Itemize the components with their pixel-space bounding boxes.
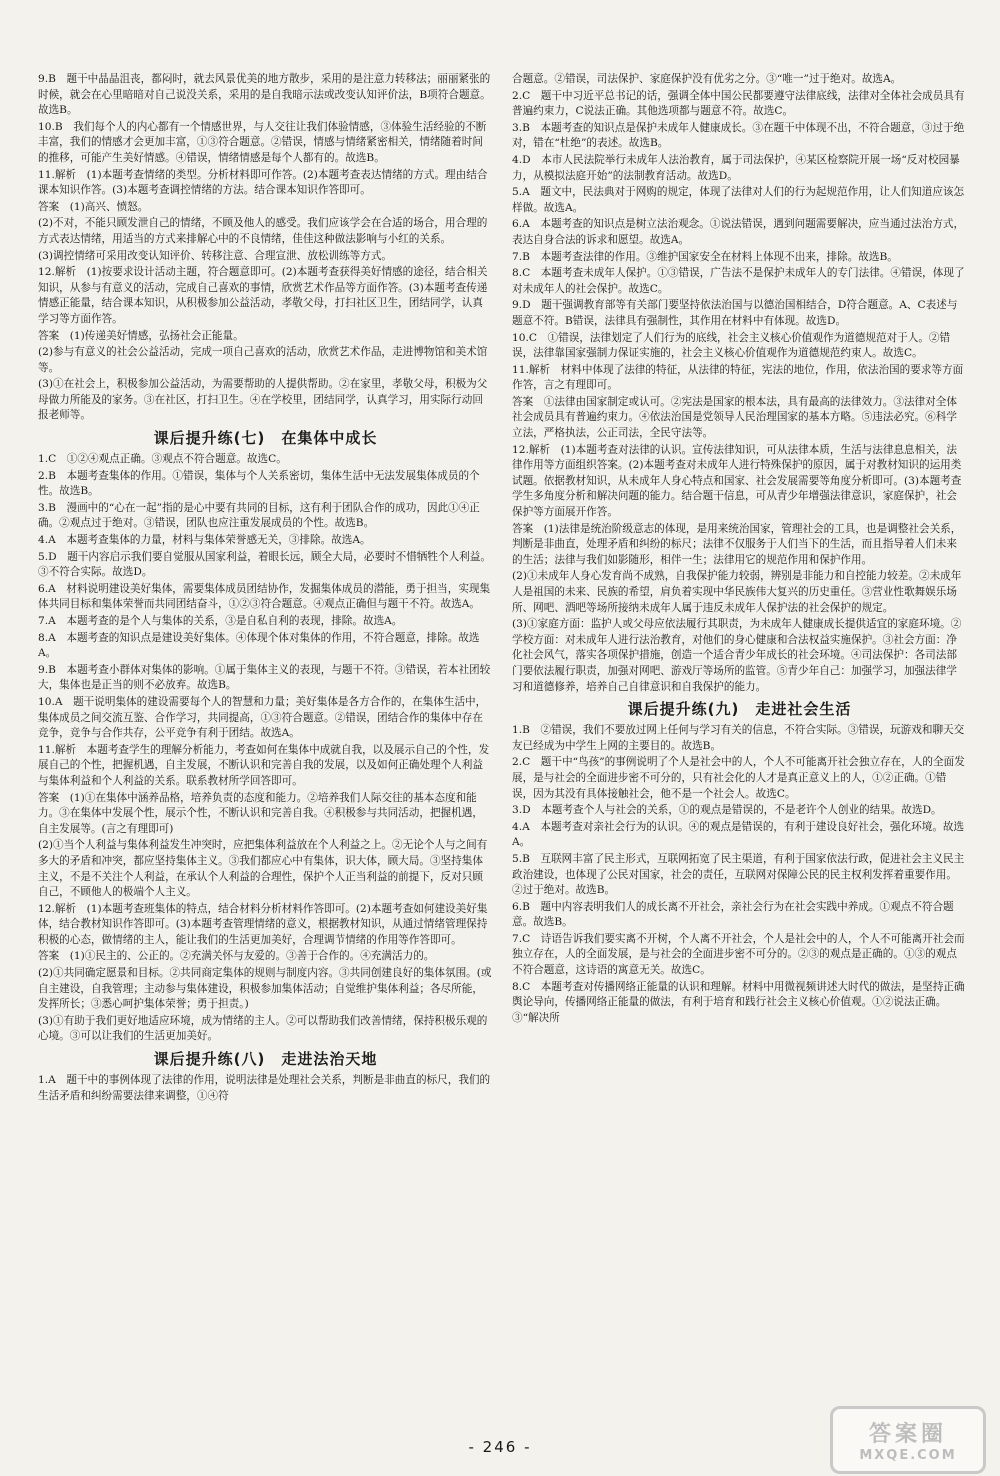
answer-paragraph: 答案 (1)传递美好情感，弘扬社会正能量。 <box>38 329 244 342</box>
answer-paragraph: 4.A 本题考查对亲社会行为的认识。④的观点是错误的，有利于建设良好社会，强化环境。故选A。 <box>512 820 965 849</box>
answer-paragraph: 4.A 本题考查集体的力量，材料与集体荣誉感无关，③排除。故选A。 <box>38 534 371 547</box>
left-column <box>38 72 493 1105</box>
answer-paragraph: 12.解析 (1)按要求设计活动主题，符合题意即可。(2)本题考查获得美好情感的途径，结合相关知识，从参与有意义的活动，完成自己喜欢的事情，欣赏艺术作品等方面作答。(3)本题考查传递情感正能量，结合课本知识，从积极参加公益活动，孝敬父母，打扫社区卫生，团结同学，认真学习等方面作答。 <box>38 266 488 325</box>
answer-paragraph: (2)不对，不能只顾发泄自己的情绪，不顾及他人的感受。我们应该学会在合适的场合，用合理的方式表达情绪，用适当的方式来排解心中的不良情绪，佳佳这种做法影响与小红的关系。 <box>38 217 488 245</box>
answer-paragraph: 5.B 互联网丰富了民主形式，互联网拓宽了民主渠道，有利于国家依法行政，促进社会主义民主政治建设，也体现了公民对国家，社会的责任，互联网对保障公民的民主权利发挥着重要作用。②过于绝对。故选B。 <box>512 852 965 897</box>
section-8-continued-block <box>512 72 967 695</box>
answer-paragraph: 答案 (1)法律是统治阶级意志的体现，是用来统治国家，管理社会的工具，也是调整社会关系，判断是非曲直，处理矛盾和纠纷的标尺；法律不仅服务于人们当下的生活，而且指导着人们未来的生活；法律与我们如影随形，相伴一生；法律用它的规范作用和保护作用。 <box>512 522 962 566</box>
answer-paragraph: 12.解析 (1)本题考查班集体的特点，结合材料分析材料作答即可。(2)本题考查如何建设美好集体，结合教材知识作答即可。(3)本题考查管理情绪的意义，根据教材知识，从通过情绪管理保持积极的心态，做情绪的主人，能让我们的生活更加美好，合理调节情绪的作用等作答即可。 <box>38 902 488 946</box>
answer-paragraph: 11.解析 (1)本题考查情绪的类型。分析材料即可作答。(2)本题考查表达情绪的方式。理由结合课本知识作答。(3)本题考查调控情绪的方法。结合课本知识作答即可。 <box>38 168 488 197</box>
right-column <box>512 72 967 1027</box>
answer-paragraph: 10.C ①错误，法律划定了人们行为的底线，社会主义核心价值观作为道德规范对于人。②错误，法律靠国家强制力保证实施的，社会主义核心价值观作为道德规范约束人。故选C。 <box>512 331 951 360</box>
answer-paragraph: 3.B 漫画中的“心在一起”指的是心中要有共同的目标，这有利于团队合作的成功，因此①④正确。②观点过于绝对。③错误，团队也应注重发展成员的个性。故选B。 <box>38 501 480 530</box>
answer-paragraph: 1.B ②错误，我们不要放过网上任何与学习有关的信息，不符合实际。③错误，玩游戏和聊天交友已经成为中学生上网的主要目的。故选B。 <box>512 724 965 752</box>
answer-paragraph: 1.A 题干中的事例体现了法律的作用，说明法律是处理社会关系，判断是非曲直的标尺，我们的生活矛盾和纠纷需要法律来调整，①④符 <box>38 1074 491 1102</box>
answer-paragraph: 3.B 本题考查的知识点是保护未成年人健康成长。③在题干中体现不出，不符合题意，③过于绝对，错在“杜绝”的表述。故选B。 <box>512 121 965 150</box>
answer-paragraph: 8.A 本题考查的知识点是建设美好集体。④体现个体对集体的作用，不符合题意，排除。故选A。 <box>38 631 480 660</box>
answer-paragraph: 9.D 题干强调教育部等有关部门要坚持依法治国与以德治国相结合，D符合题意。A、C表述与题意不符。B错误，法律具有强制性，其作用在材料中有体现。故选D。 <box>512 299 958 327</box>
answer-paragraph: 1.C ①②④观点正确。③观点不符合题意。故选C。 <box>38 453 287 466</box>
watermark-bottom-text: MXQE.COM <box>859 1448 957 1463</box>
answer-paragraph: 10.B 我们每个人的内心都有一个情感世界，与人交往让我们体验情感，③体验生活经验的不断丰富，我们的情感才会更加丰富，①③符合题意。②错误，情感与情绪紧密相关，情绪随着时间的推移，可能产生美好情感。④错误，情绪情感是每个人都有的。故选B。 <box>38 120 487 164</box>
answer-paragraph: 10.A 题干说明集体的建设需要每个人的智慧和力量；美好集体是各方合作的，在集体生活中，集体成员之间交流互鉴、合作学习，共同提高，①③符合题意。②错误，团结合作的集体中存在竞争，竞争与合作共存，公平竞争有利于团结。故选A。 <box>38 695 487 740</box>
section-title-7: 课后提升练(七) 在集体中成长 <box>153 429 378 448</box>
answer-paragraph: 11.解析 材料中体现了法律的特征，从法律的特征，宪法的地位，作用，依法治国的要求等方面作答，言之有理即可。 <box>512 363 964 392</box>
section-7-block <box>38 452 493 1045</box>
answer-paragraph: 12.解析 (1)本题考查对法律的认识。宣传法律知识，可从法律本质，生活与法律息息相关，法律作用等方面组织答案。(2)本题考查对未成年人进行特殊保护的原因，属于对教材知识的运用类试题。依据教材知识，从未成年人身心特点和国家、社会发展需要等角度分析即可。(3)本题考查学生多角度分析和解决问题的能力。结合题干信息，可从青少年增强法律意识，家庭保护，社会保护等方面展开作答。 <box>512 443 962 519</box>
answer-paragraph: 答案 ①法律由国家制定或认可。②宪法是国家的根本法，具有最高的法律效力。③法律对全体社会成员具有普遍约束力。④依法治国是党领导人民治理国家的基本方略。⑤违法必究。⑥科学立法，严格执法，公正司法，全民守法等。 <box>512 395 957 440</box>
answer-paragraph: 7.A 本题考查的是个人与集体的关系，③是自私自利的表现，排除。故选A。 <box>38 615 403 627</box>
answer-paragraph: 11.解析 本题考查学生的理解分析能力，考查如何在集体中成就自我，以及展示自己的个性，发展自己的个性，把握机遇，自主发展，不断认识和完善自我的发展，以及如何正确处理个人利益与集体利益和个人利益的关系。联系教材所学回答即可。 <box>38 743 490 787</box>
answer-paragraph: 6.A 本题考查的知识点是树立法治观念。①说法错误，遇到问题需要解决，应当通过法治方式，表达自身合法的诉求和愿望。故选A。 <box>512 218 965 246</box>
section-8-block <box>38 1073 493 1104</box>
answer-paragraph: 4.D 本市人民法院举行未成年人法治教育，属于司法保护，④某区检察院开展一场“反对校园暴力，从模拟法庭开始”的法制教育活动。故选D。 <box>512 153 960 182</box>
answer-paragraph: 8.C 本题考查未成年人保护。①③错误，广告法不是保护未成年人的专门法律。④错误，体现了对未成年人的社会保护。故选C。 <box>512 267 965 295</box>
answer-paragraph: (2)参与有意义的社会公益活动，完成一项自己喜欢的活动，欣赏艺术作品，走进博物馆和美术馆等。 <box>38 346 488 374</box>
page-number: - 246 - <box>468 1438 532 1456</box>
answer-paragraph: 答案 (1)①民主的、公正的。②充满关怀与友爱的。③善于合作的。④充满活力的。 <box>38 950 435 963</box>
answer-paragraph: 7.B 本题考查法律的作用。③维护国家安全在材料上体现不出来，排除。故选B。 <box>512 250 898 263</box>
answer-paragraph: (3)调控情绪可采用改变认知评价、转移注意、合理宣泄、放松训练等方式。 <box>38 249 393 262</box>
answer-paragraph: (2)①未成年人身心发育尚不成熟，自我保护能力较弱，辨别是非能力和自控能力较差。②未成年人是祖国的未来、民族的希望，肩负着实现中华民族伟大复兴的历史重任。③营业性歌舞娱乐场所、网吧、酒吧等场所接纳未成年人属于违反未成年人保护法的社会保护的规定。 <box>512 570 962 614</box>
section-9-block <box>512 723 967 1026</box>
answer-paragraph: 3.D 本题考查个人与社会的关系，①的观点是错误的，不是老许个人创业的结果。故选D。 <box>512 804 942 817</box>
answer-paragraph: 9.B 本题考查小群体对集体的影响。①属于集体主义的表现，与题干不符。③错误，若本社团较大，集体也是正当的则不必放弃。故选B。 <box>38 663 491 692</box>
answer-paragraph: 7.C 诗语告诉我们要实离不开树，个人离不开社会，个人是社会中的人，个人不可能离开社会而独立存在，人的全面发展，是与社会的全面进步密不可分的。②③的观点是正确的。①③的观点不符合题意，这诗语的寓意无关。故选C。 <box>512 932 965 977</box>
answer-paragraph: (2)①共同确定愿景和目标。②共同商定集体的规则与制度内容。③共同创建良好的集体氛围。(或自主建设，自我管理；主动参与集体建设，积极参加集体活动；自觉维护集体利益；各尽所能，发挥所长；③悉心呵护集体荣誉；勇于担责。) <box>38 967 492 1011</box>
intro-block <box>38 72 493 424</box>
answer-paragraph: 5.D 题干内容启示我们要自觉服从国家利益，着眼长远，顾全大局，必要时不惜牺牲个人利益。③不符合实际。故选D。 <box>38 550 491 579</box>
answer-paragraph: 6.A 材料说明建设美好集体，需要集体成员团结协作，发掘集体成员的潜能，勇于担当，实现集体共同目标和集体荣誉而共同团结奋斗，①②③符合题意。④观点正确但与题干不符。故选A。 <box>38 582 491 611</box>
answer-paragraph: (3)①家庭方面：监护人或父母应依法履行其职责，为未成年人健康成长提供适宜的家庭环境。②学校方面：对未成年人进行法治教育，对他们的身心健康和合法权益实施保护。③社会方面：净化社会风气，落实各项保护措施，创造一个适合青少年成长的社会环境。④司法保护：各司法部门要依法履行职责，加强对网吧、游戏厅等场所的监管。⑤青少年自己：加强学习，加强法律学习和道德修养，培养自己自律意识和自我保护的能力。 <box>512 618 962 693</box>
answer-paragraph: 5.A 题文中，民法典对于网购的规定，体现了法律对人们的行为起规范作用，让人们知道应该怎样做。故选A。 <box>512 186 965 214</box>
section-title-9: 课后提升练(九) 走进社会生活 <box>627 700 852 719</box>
answer-paragraph: 9.B 题干中晶晶沮丧，都闷时，就去风景优美的地方散步，采用的是注意力转移法；丽丽紧张的时候，就会在心里暗暗对自己说没关系，采用的是自我暗示法或改变认知评价法，B项符合题意。故选B。 <box>38 73 491 117</box>
answer-paragraph: 2.B 本题考查集体的作用。①错误，集体与个人关系密切，集体生活中无法发展集体成员的个性。故选B。 <box>38 469 480 498</box>
answer-paragraph: 答案 (1)①在集体中涵养品格，培养负责的态度和能力。②培养我们人际交往的基本态度和能力。③在集体中发展个性，展示个性，不断认识和完善自我。④积极参与共同活动，把握机遇，自主发展等。(言之有理即可) <box>38 791 483 835</box>
answer-paragraph: (2)①当个人利益与集体利益发生冲突时，应把集体利益放在个人利益之上。②无论个人与之间有多大的矛盾和冲突，都应坚持集体主义。③我们都应心中有集体，识大体，顾大局。③坚持集体主义，不是不关注个人利益，在承认个人利益的合理性，保护个人正当利益的前提下，反对只顾自己，不顾他人的极端个人主义。 <box>38 839 488 899</box>
answer-paragraph: 2.C 题干中习近平总书记的话，强调全体中国公民都要遵守法律底线，法律对全体社会成员具有普遍约束力，C说法正确。其他选项都与题意不符。故选C。 <box>512 89 965 118</box>
watermark-logo <box>830 1406 986 1474</box>
answer-paragraph: 合题意。②错误，司法保护、家庭保护没有优劣之分。③“唯一”过于绝对。故选A。 <box>512 73 902 85</box>
answer-paragraph: 2.C 题干中“鸟孩”的事例说明了个人是社会中的人，个人不可能离开社会独立存在，人的全面发展，是与社会的全面进步密不可分的，只有社会化的人才是真正意义上的人，①②正确。①错误，因为其没有具体接触社会，他不是一个社会人。故选C。 <box>512 756 965 800</box>
watermark-top-text: 答案圈 <box>868 1422 947 1447</box>
section-title-8: 课后提升练(八) 走进法治天地 <box>153 1050 378 1069</box>
answer-paragraph: 答案 (1)高兴、愤怒。 <box>38 200 149 213</box>
answer-paragraph: (3)①有助于我们更好地适应环境，成为情绪的主人。②可以帮助我们改善情绪，保持积极乐观的心境。③可以让我们的生活更加美好。 <box>38 1014 488 1043</box>
answer-paragraph: 8.C 本题考查对传播网络正能量的认识和理解。材料中用微视频讲述大时代的做法，是坚持正确舆论导向，传播网络正能量的做法，有利于培育和践行社会主义核心价值观。①②说法正确。③“解决所 <box>512 980 965 1024</box>
answer-paragraph: 6.B 题中内容表明我们人的成长离不开社会，亲社会行为在社会实践中养成。①观点不符合题意。故选B。 <box>512 900 954 929</box>
answer-paragraph: (3)①在社会上，积极参加公益活动，为需要帮助的人提供帮助。②在家里，孝敬父母，积极为父母做力所能及的家务。③在社区，打扫卫生。④在学校里，团结同学，认真学习，用实际行动回报老师等。 <box>38 378 488 422</box>
